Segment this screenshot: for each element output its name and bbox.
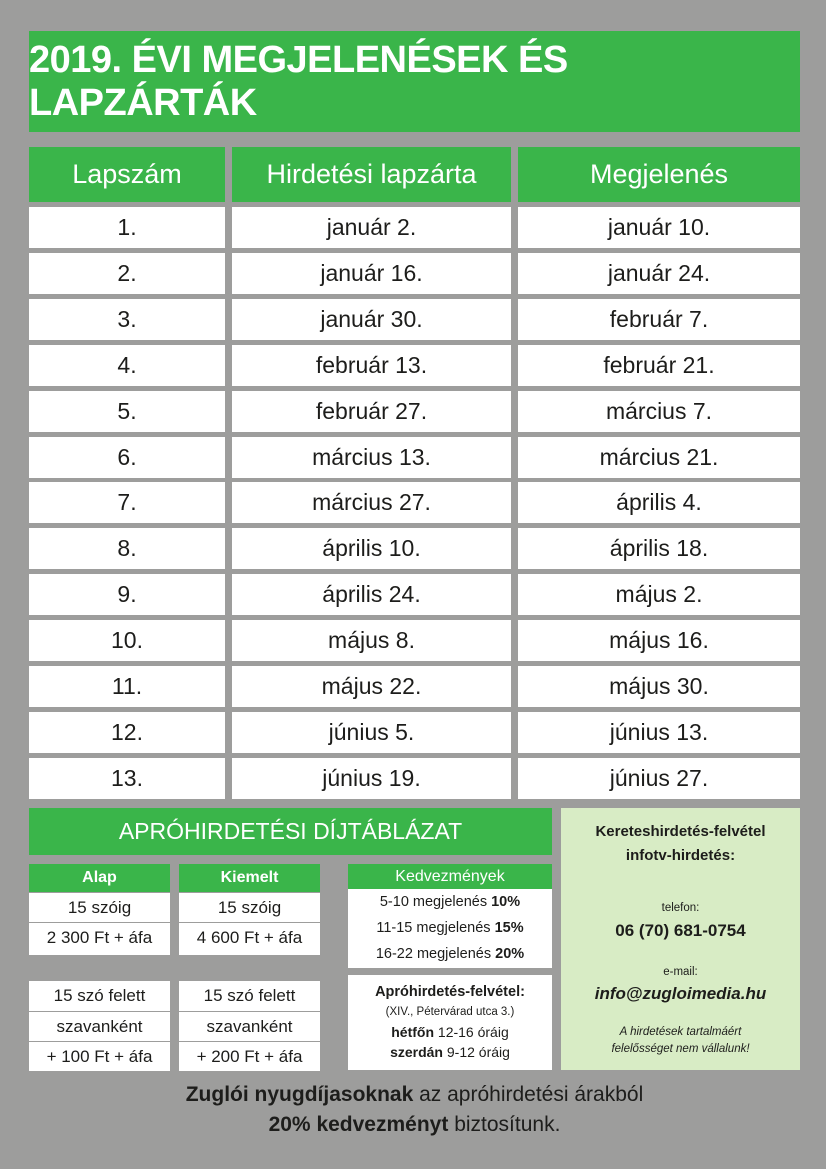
ad-deadline: január 30. (232, 299, 511, 340)
discount-item: 16-22 megjelenés 20% (375, 946, 525, 962)
ad-deadline: június 19. (232, 758, 511, 799)
issue-number: 3. (29, 299, 225, 340)
ad-deadline: április 24. (232, 574, 511, 615)
contact-title-line1: Kereteshirdetés-felvétel (595, 823, 766, 840)
email-label: e-mail: (663, 966, 698, 978)
issue-number: 2. (29, 253, 225, 294)
kiemelt-label: Kiemelt (179, 864, 320, 892)
issue-number: 8. (29, 528, 225, 569)
publication-date: június 13. (518, 712, 800, 753)
kiemelt-extra-box (179, 981, 320, 1071)
alap-price: 2 300 Ft + áfa (29, 922, 170, 952)
issue-number: 10. (29, 620, 225, 661)
issue-number: 11. (29, 666, 225, 707)
footer-line2: 20% kedvezményt biztosítunk. (268, 1113, 561, 1136)
phone-number[interactable]: 06 (70) 681-0754 (615, 921, 746, 940)
issue-number: 6. (29, 437, 225, 478)
pricing-title: APRÓHIRDETÉSI DÍJTÁBLÁZAT (29, 808, 552, 855)
header-lapzarta: Hirdetési lapzárta (232, 147, 511, 202)
kiemelt-words: 15 szóig (179, 892, 320, 922)
disclaimer-line2: felelősséget nem vállalunk! (611, 1043, 750, 1055)
alap-words: 15 szóig (29, 892, 170, 922)
issue-number: 13. (29, 758, 225, 799)
discounts-label: Kedvezmények (348, 864, 552, 889)
intake-hours-monday: hétfőn 12-16 óráig (391, 1024, 509, 1040)
alap-extra-box (29, 981, 170, 1071)
publication-date: május 30. (518, 666, 800, 707)
alap-extra-line3: + 100 Ft + áfa (29, 1041, 170, 1071)
publication-date: február 7. (518, 299, 800, 340)
issue-number: 4. (29, 345, 225, 386)
issue-number: 9. (29, 574, 225, 615)
kiemelt-price: 4 600 Ft + áfa (179, 922, 320, 952)
ad-deadline: március 13. (232, 437, 511, 478)
publication-date: január 10. (518, 207, 800, 248)
ad-deadline: június 5. (232, 712, 511, 753)
intake-box (348, 975, 552, 1070)
intake-address: (XIV., Pétervárad utca 3.) (385, 1006, 515, 1018)
issue-number: 5. (29, 391, 225, 432)
header-lapszam: Lapszám (29, 147, 225, 202)
alap-box (29, 864, 170, 955)
discount-item: 11-15 megjelenés 15% (376, 920, 524, 936)
publication-date: június 27. (518, 758, 800, 799)
issue-number: 7. (29, 482, 225, 523)
publication-date: május 2. (518, 574, 800, 615)
issue-number: 12. (29, 712, 225, 753)
contact-box (561, 808, 800, 1070)
email-link[interactable]: info@zugloimedia.hu (594, 984, 767, 1003)
disclaimer-line1: A hirdetések tartalmáért (619, 1026, 742, 1038)
phone-label: telefon: (661, 902, 700, 914)
publication-date: március 7. (518, 391, 800, 432)
discounts-box (348, 864, 552, 968)
kiemelt-extra-line2: szavanként (179, 1011, 320, 1041)
kiemelt-extra-line3: + 200 Ft + áfa (179, 1041, 320, 1071)
publication-date: február 21. (518, 345, 800, 386)
publication-date: május 16. (518, 620, 800, 661)
issue-number: 1. (29, 207, 225, 248)
publication-date: március 21. (518, 437, 800, 478)
page-title: 2019. ÉVI MEGJELENÉSEK ÉS LAPZÁRTÁK (29, 31, 800, 132)
intake-title: Apróhirdetés-felvétel: (375, 984, 525, 1000)
kiemelt-box (179, 864, 320, 955)
ad-deadline: február 13. (232, 345, 511, 386)
alap-extra-line1: 15 szó felett (53, 986, 146, 1005)
ad-deadline: április 10. (232, 528, 511, 569)
ad-deadline: május 8. (232, 620, 511, 661)
ad-deadline: január 2. (232, 207, 511, 248)
kiemelt-extra-line1: 15 szó felett (203, 986, 296, 1005)
footer-note (29, 1080, 800, 1140)
header-megjelenes: Megjelenés (518, 147, 800, 202)
intake-hours-wednesday: szerdán 9-12 óráig (390, 1044, 510, 1060)
footer-line1: Zuglói nyugdíjasoknak az apróhirdetési árakból (185, 1083, 644, 1106)
publication-date: január 24. (518, 253, 800, 294)
ad-deadline: március 27. (232, 482, 511, 523)
publication-date: április 18. (518, 528, 800, 569)
ad-deadline: január 16. (232, 253, 511, 294)
ad-deadline: február 27. (232, 391, 511, 432)
discount-item: 5-10 megjelenés 10% (379, 894, 521, 910)
publication-date: április 4. (518, 482, 800, 523)
alap-label: Alap (29, 864, 170, 892)
alap-extra-line2: szavanként (29, 1011, 170, 1041)
ad-deadline: május 22. (232, 666, 511, 707)
contact-title-line2: infotv-hirdetés: (625, 847, 736, 864)
